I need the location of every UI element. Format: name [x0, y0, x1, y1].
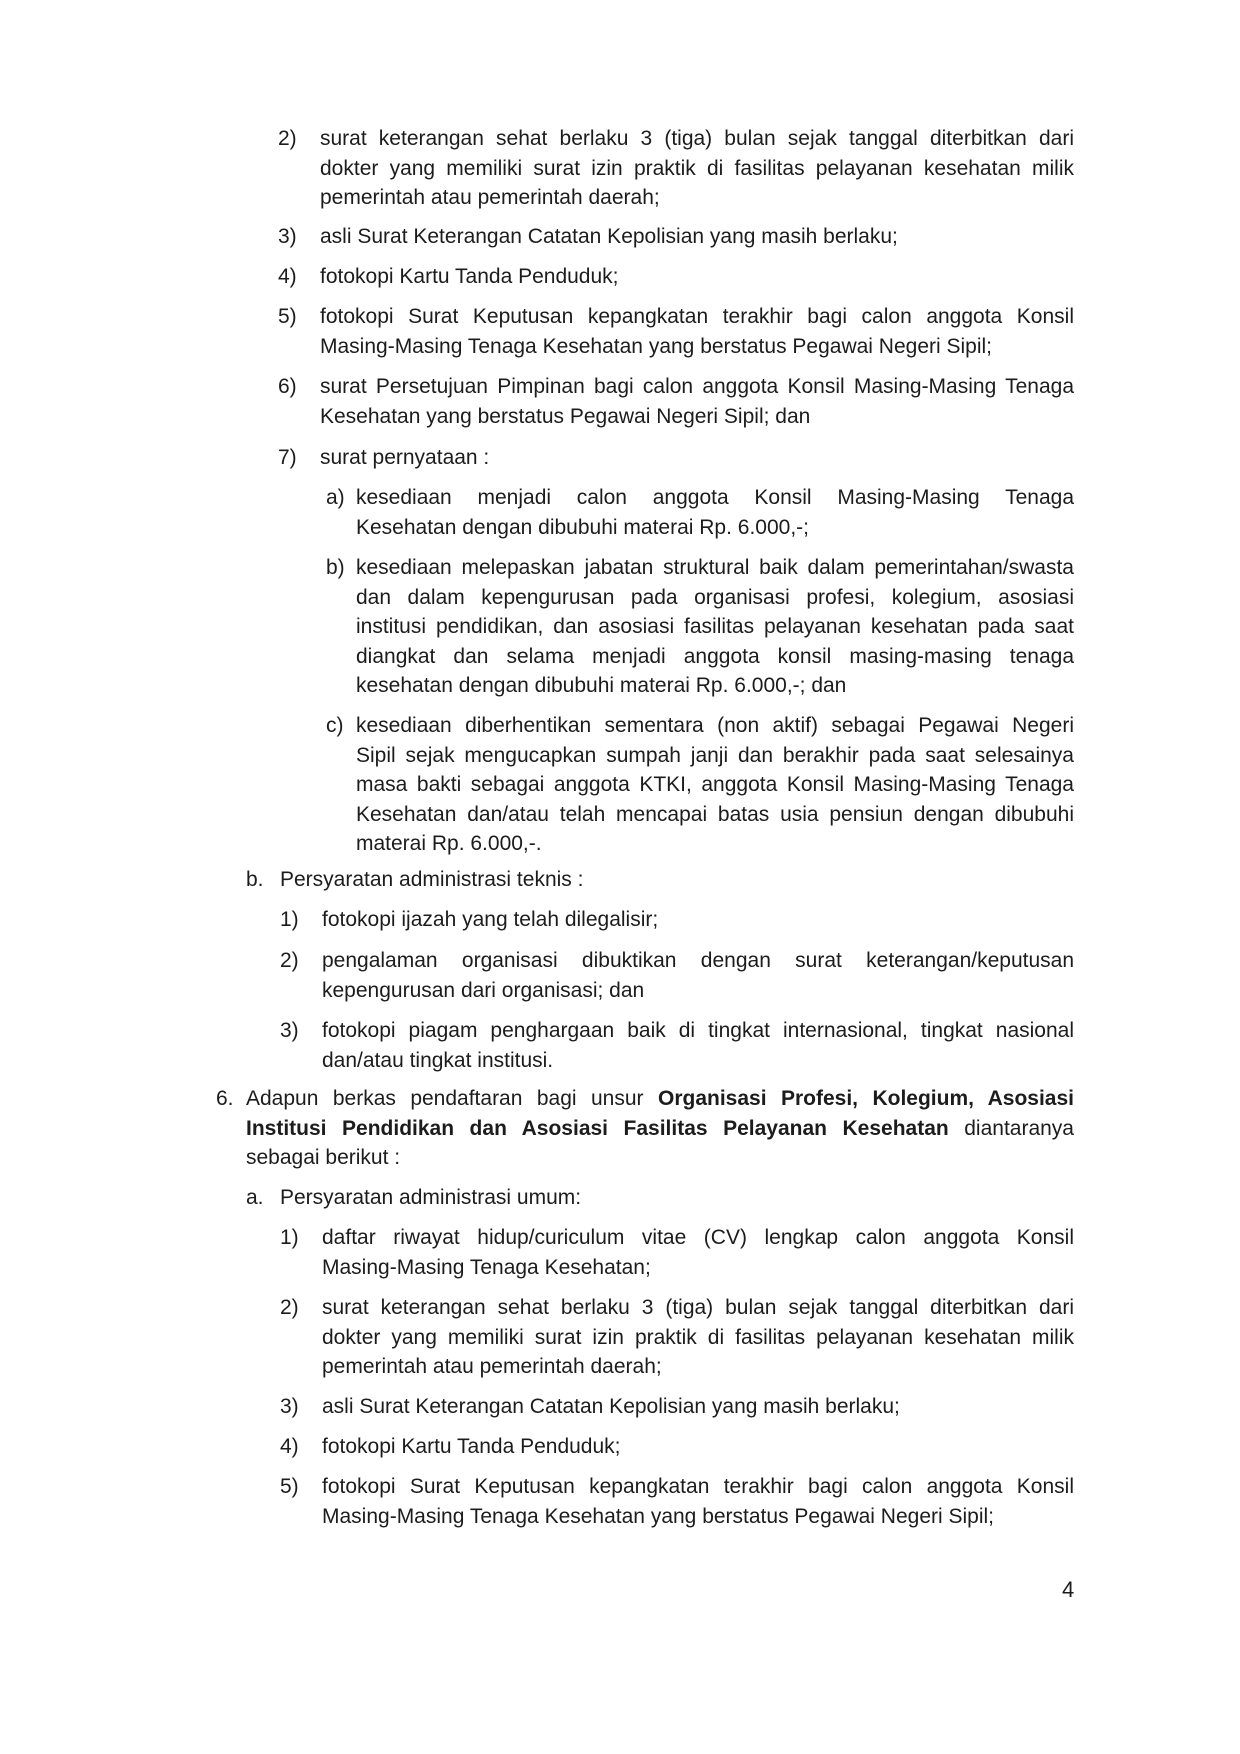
text-line: dan/atau tingkat institusi. — [322, 1048, 554, 1072]
text-line: surat keterangan sehat berlaku 3 (tiga) bulan sejak tanggal diterbitkan dari — [320, 127, 1074, 150]
page-number: 4 — [1062, 1577, 1075, 1602]
item-number: 3) — [280, 1395, 299, 1418]
item-text — [356, 711, 1074, 859]
item-number: 5) — [278, 305, 297, 328]
text-line: kesediaan diberhentikan sementara (non aktif) sebagai Pegawai Negeri — [356, 714, 1074, 737]
item-letter: c) — [326, 714, 344, 737]
plain-text: diantaranya — [948, 1116, 1074, 1140]
text-line: pemerintah atau pemerintah daerah; — [320, 186, 660, 209]
text-line: kesediaan menjadi calon anggota Konsil Masing-Masing Tenaga — [356, 486, 1074, 509]
item-number: 7) — [278, 446, 297, 469]
item-number: 2) — [278, 127, 297, 150]
section-title: Persyaratan administrasi teknis : — [280, 868, 584, 891]
item-number: 1) — [280, 1226, 299, 1249]
item-text — [322, 1293, 1074, 1382]
text-line: fotokopi Surat Keputusan kepangkatan terakhir bagi calon anggota Konsil — [320, 305, 1074, 328]
item-text: asli Surat Keterangan Catatan Kepolisian yang masih berlaku; — [320, 225, 898, 248]
item-number: 4) — [280, 1435, 299, 1458]
item-text — [322, 1223, 1074, 1282]
section-letter: b. — [246, 868, 264, 891]
text-line: masa bakti sebagai anggota KTKI, anggota Konsil Masing-Masing Tenaga — [356, 773, 1074, 796]
text-line: materai Rp. 6.000,-. — [356, 832, 542, 855]
bold-text: Organisasi Profesi, Kolegium, Asosiasi — [657, 1087, 1074, 1110]
text-line: Kesehatan yang berstatus Pegawai Negeri Sipil; dan — [320, 404, 811, 428]
text-line: daftar riwayat hidup/curiculum vitae (CV) lengkap calon anggota Konsil — [322, 1226, 1074, 1249]
text-line: Sipil sejak mengucapkan sumpah janji dan berakhir pada saat selesainya — [356, 743, 1074, 767]
item-text — [322, 1472, 1074, 1531]
text-line — [246, 1114, 1074, 1144]
text-line: Masing-Masing Tenaga Kesehatan yang berstatus Pegawai Negeri Sipil; — [322, 1504, 995, 1528]
item-number: 6) — [278, 375, 297, 398]
item-letter: a) — [326, 486, 345, 509]
text-line: surat Persetujuan Pimpinan bagi calon anggota Konsil Masing-Masing Tenaga — [320, 375, 1074, 398]
item-letter: b) — [326, 556, 345, 579]
item-text: surat pernyataan : — [320, 446, 490, 469]
item-number: 3) — [278, 225, 297, 248]
text-line: Masing-Masing Tenaga Kesehatan; — [322, 1255, 651, 1279]
text-line: kepengurusan dari organisasi; dan — [322, 978, 645, 1002]
section-title: Persyaratan administrasi umum: — [280, 1186, 582, 1209]
item-number: 5) — [280, 1475, 299, 1498]
text-line: fotokopi Surat Keputusan kepangkatan terakhir bagi calon anggota Konsil — [322, 1475, 1074, 1498]
text-line: diangkat dan selama menjadi anggota konsil masing-masing tenaga — [356, 644, 1074, 668]
paragraph-number: 6. — [216, 1087, 234, 1110]
text-line: dokter yang memiliki surat izin praktik di fasilitas pelayanan kesehatan milik — [322, 1325, 1074, 1349]
item-text: fotokopi Kartu Tanda Penduduk; — [322, 1435, 621, 1458]
paragraph-text — [246, 1084, 1074, 1173]
item-number: 3) — [280, 1019, 299, 1042]
item-text: fotokopi ijazah yang telah dilegalisir; — [322, 908, 659, 931]
text-line: sebagai berikut : — [246, 1146, 401, 1169]
item-text — [322, 1016, 1074, 1075]
text-line: surat keterangan sehat berlaku 3 (tiga) bulan sejak tanggal diterbitkan dari — [322, 1296, 1074, 1319]
text-line — [246, 1084, 1074, 1114]
text-line: dan dalam kepengurusan pada organisasi profesi, kolegium, asosiasi — [356, 585, 1074, 609]
item-text — [322, 946, 1074, 1005]
text-line: dokter yang memiliki surat izin praktik di fasilitas pelayanan kesehatan milik — [320, 156, 1074, 180]
text-line: Masing-Masing Tenaga Kesehatan yang berstatus Pegawai Negeri Sipil; — [320, 334, 993, 358]
text-line: pemerintah atau pemerintah daerah; — [322, 1355, 662, 1378]
item-number: 2) — [280, 949, 299, 972]
item-text — [356, 553, 1074, 701]
section-letter: a. — [246, 1186, 264, 1209]
item-text: fotokopi Kartu Tanda Penduduk; — [320, 265, 619, 288]
item-text — [320, 124, 1074, 213]
text-line: pengalaman organisasi dibuktikan dengan surat keterangan/keputusan — [322, 949, 1074, 972]
item-number: 4) — [278, 265, 297, 288]
text-line: institusi pendidikan, dan asosiasi fasilitas pelayanan kesehatan pada saat — [356, 615, 1074, 638]
text-line: Kesehatan dengan dibubuhi materai Rp. 6.000,-; — [356, 515, 809, 539]
item-text: asli Surat Keterangan Catatan Kepolisian yang masih berlaku; — [322, 1395, 900, 1418]
text-line: kesediaan melepaskan jabatan struktural baik dalam pemerintahan/swasta — [356, 556, 1074, 579]
plain-text: Adapun berkas pendaftaran bagi unsur — [246, 1087, 658, 1110]
item-number: 2) — [280, 1296, 299, 1319]
item-text — [356, 483, 1074, 542]
item-text — [320, 372, 1074, 431]
text-line: fotokopi piagam penghargaan baik di tingkat internasional, tingkat nasional — [322, 1019, 1074, 1042]
item-number: 1) — [280, 908, 299, 931]
bold-text: Institusi Pendidikan dan Asosiasi Fasilitas Pelayanan Kesehatan — [246, 1116, 949, 1140]
text-line: kesehatan dengan dibubuhi materai Rp. 6.000,-; dan — [356, 674, 847, 697]
item-text — [320, 302, 1074, 361]
text-line: Kesehatan dan/atau telah mencapai batas usia pensiun dengan dibubuhi — [356, 802, 1074, 826]
